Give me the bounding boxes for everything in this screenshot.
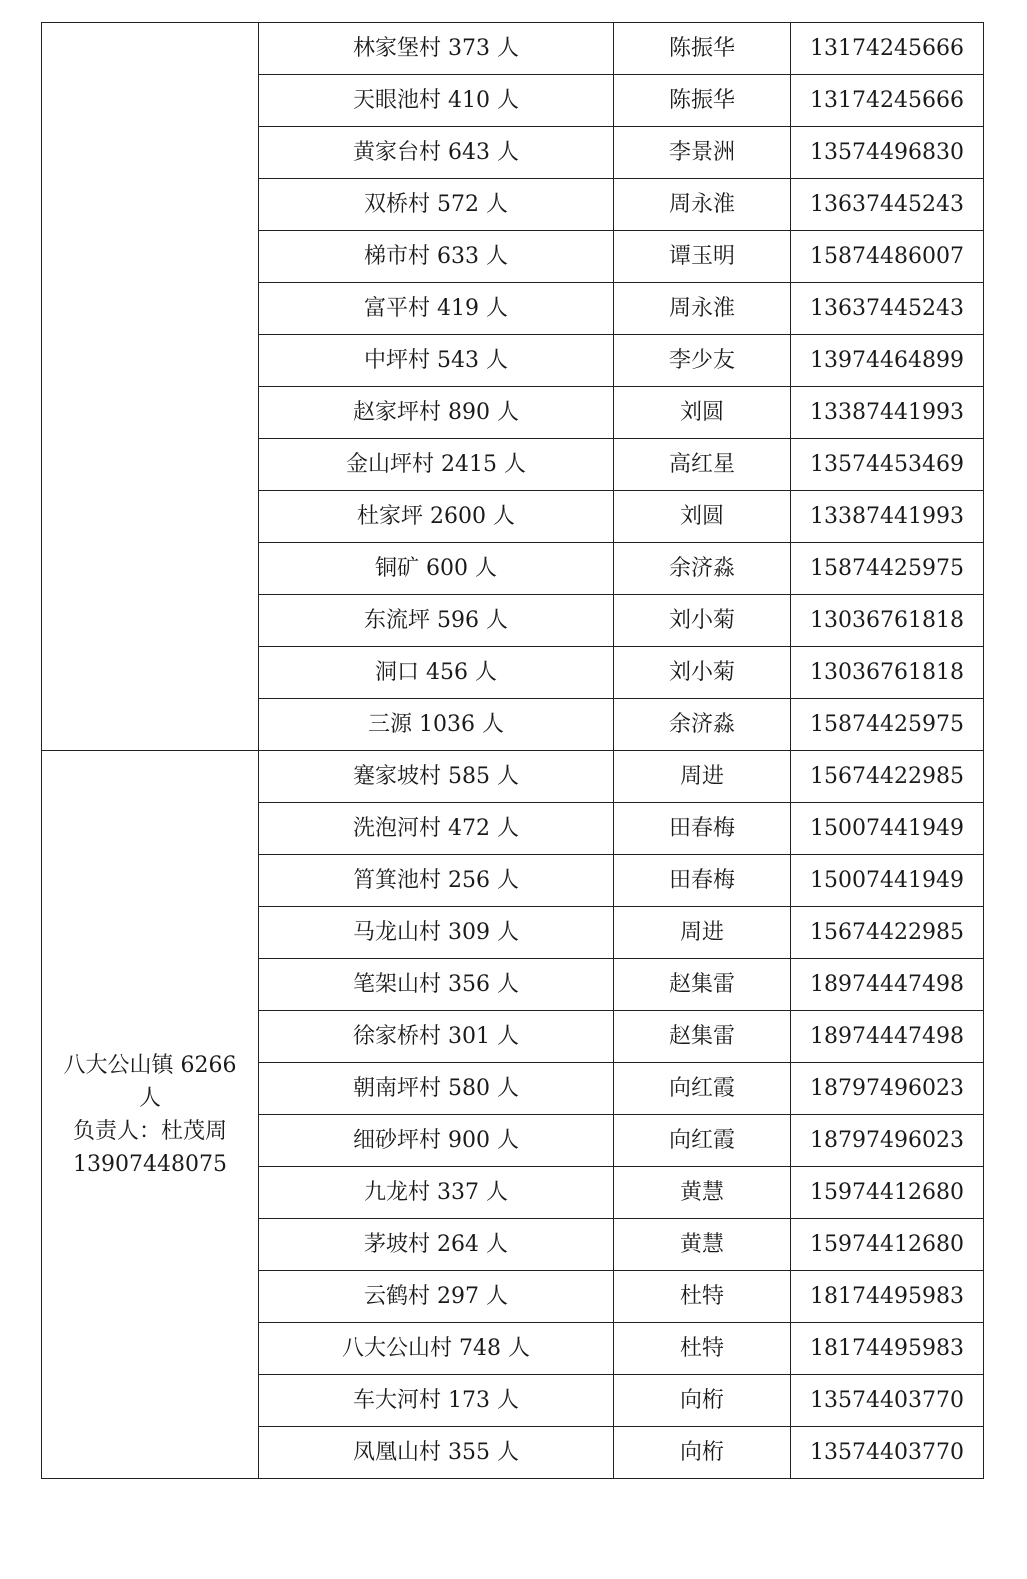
person-cell: 李景洲: [614, 127, 791, 179]
phone-cell: 15974412680: [791, 1167, 984, 1219]
village-cell: 天眼池村 410 人: [259, 75, 614, 127]
contact-table: [41, 22, 984, 1479]
village-cell: 细砂坪村 900 人: [259, 1115, 614, 1167]
person-cell: 黄慧: [614, 1219, 791, 1271]
phone-cell: 13574403770: [791, 1427, 984, 1479]
village-cell: 中坪村 543 人: [259, 335, 614, 387]
person-cell: 赵集雷: [614, 1011, 791, 1063]
person-cell: 赵集雷: [614, 959, 791, 1011]
person-cell: 余济淼: [614, 699, 791, 751]
village-cell: 九龙村 337 人: [259, 1167, 614, 1219]
phone-cell: 18974447498: [791, 959, 984, 1011]
phone-cell: 13174245666: [791, 75, 984, 127]
person-cell: 向桁: [614, 1375, 791, 1427]
person-cell: 刘圆: [614, 491, 791, 543]
village-cell: 云鹤村 297 人: [259, 1271, 614, 1323]
person-cell: 周进: [614, 751, 791, 803]
village-cell: 洞口 456 人: [259, 647, 614, 699]
phone-cell: 13574403770: [791, 1375, 984, 1427]
person-cell: 陈振华: [614, 23, 791, 75]
person-cell: 向桁: [614, 1427, 791, 1479]
phone-cell: 13637445243: [791, 283, 984, 335]
person-cell: 黄慧: [614, 1167, 791, 1219]
person-cell: 田春梅: [614, 803, 791, 855]
person-cell: 向红霞: [614, 1115, 791, 1167]
village-cell: 梯市村 633 人: [259, 231, 614, 283]
village-cell: 三源 1036 人: [259, 699, 614, 751]
phone-cell: 15674422985: [791, 751, 984, 803]
village-cell: 洗泡河村 472 人: [259, 803, 614, 855]
phone-cell: 13036761818: [791, 595, 984, 647]
phone-cell: 13036761818: [791, 647, 984, 699]
person-cell: 周永淮: [614, 179, 791, 231]
town-cell: [42, 751, 259, 1479]
village-cell: 筲箕池村 256 人: [259, 855, 614, 907]
person-cell: 高红星: [614, 439, 791, 491]
phone-cell: 15874425975: [791, 543, 984, 595]
phone-cell: 15874425975: [791, 699, 984, 751]
village-cell: 朝南坪村 580 人: [259, 1063, 614, 1115]
phone-cell: 15974412680: [791, 1219, 984, 1271]
phone-cell: 13574453469: [791, 439, 984, 491]
person-cell: 余济淼: [614, 543, 791, 595]
contact-table-body: [42, 23, 984, 1479]
table-row: [42, 23, 984, 75]
village-cell: 赵家坪村 890 人: [259, 387, 614, 439]
village-cell: 茅坡村 264 人: [259, 1219, 614, 1271]
village-cell: 杜家坪 2600 人: [259, 491, 614, 543]
phone-cell: 18174495983: [791, 1323, 984, 1375]
village-cell: 林家堡村 373 人: [259, 23, 614, 75]
person-cell: 陈振华: [614, 75, 791, 127]
phone-cell: 13387441993: [791, 491, 984, 543]
village-cell: 黄家台村 643 人: [259, 127, 614, 179]
village-cell: 金山坪村 2415 人: [259, 439, 614, 491]
person-cell: 周永淮: [614, 283, 791, 335]
town-cell: [42, 23, 259, 751]
village-cell: 笔架山村 356 人: [259, 959, 614, 1011]
town-line1: 八大公山镇 6266: [63, 1052, 237, 1078]
person-cell: 田春梅: [614, 855, 791, 907]
table-row: [42, 751, 984, 803]
town-line4: 13907448075: [73, 1151, 227, 1177]
person-cell: 刘小菊: [614, 595, 791, 647]
phone-cell: 18797496023: [791, 1063, 984, 1115]
person-cell: 李少友: [614, 335, 791, 387]
person-cell: 刘小菊: [614, 647, 791, 699]
village-cell: 双桥村 572 人: [259, 179, 614, 231]
phone-cell: 13174245666: [791, 23, 984, 75]
phone-cell: 13637445243: [791, 179, 984, 231]
phone-cell: 18797496023: [791, 1115, 984, 1167]
village-cell: 徐家桥村 301 人: [259, 1011, 614, 1063]
village-cell: 东流坪 596 人: [259, 595, 614, 647]
phone-cell: 15674422985: [791, 907, 984, 959]
person-cell: 周进: [614, 907, 791, 959]
person-cell: 向红霞: [614, 1063, 791, 1115]
village-cell: 富平村 419 人: [259, 283, 614, 335]
phone-cell: 15874486007: [791, 231, 984, 283]
town-line3: 负责人：杜茂周: [72, 1118, 227, 1144]
person-cell: 刘圆: [614, 387, 791, 439]
person-cell: 谭玉明: [614, 231, 791, 283]
phone-cell: 18174495983: [791, 1271, 984, 1323]
village-cell: 马龙山村 309 人: [259, 907, 614, 959]
village-cell: 蹇家坡村 585 人: [259, 751, 614, 803]
person-cell: 杜特: [614, 1271, 791, 1323]
phone-cell: 13574496830: [791, 127, 984, 179]
person-cell: 杜特: [614, 1323, 791, 1375]
phone-cell: 18974447498: [791, 1011, 984, 1063]
village-cell: 八大公山村 748 人: [259, 1323, 614, 1375]
phone-cell: 15007441949: [791, 803, 984, 855]
village-cell: 铜矿 600 人: [259, 543, 614, 595]
phone-cell: 15007441949: [791, 855, 984, 907]
phone-cell: 13387441993: [791, 387, 984, 439]
village-cell: 车大河村 173 人: [259, 1375, 614, 1427]
town-line2: 人: [138, 1085, 161, 1111]
village-cell: 凤凰山村 355 人: [259, 1427, 614, 1479]
phone-cell: 13974464899: [791, 335, 984, 387]
